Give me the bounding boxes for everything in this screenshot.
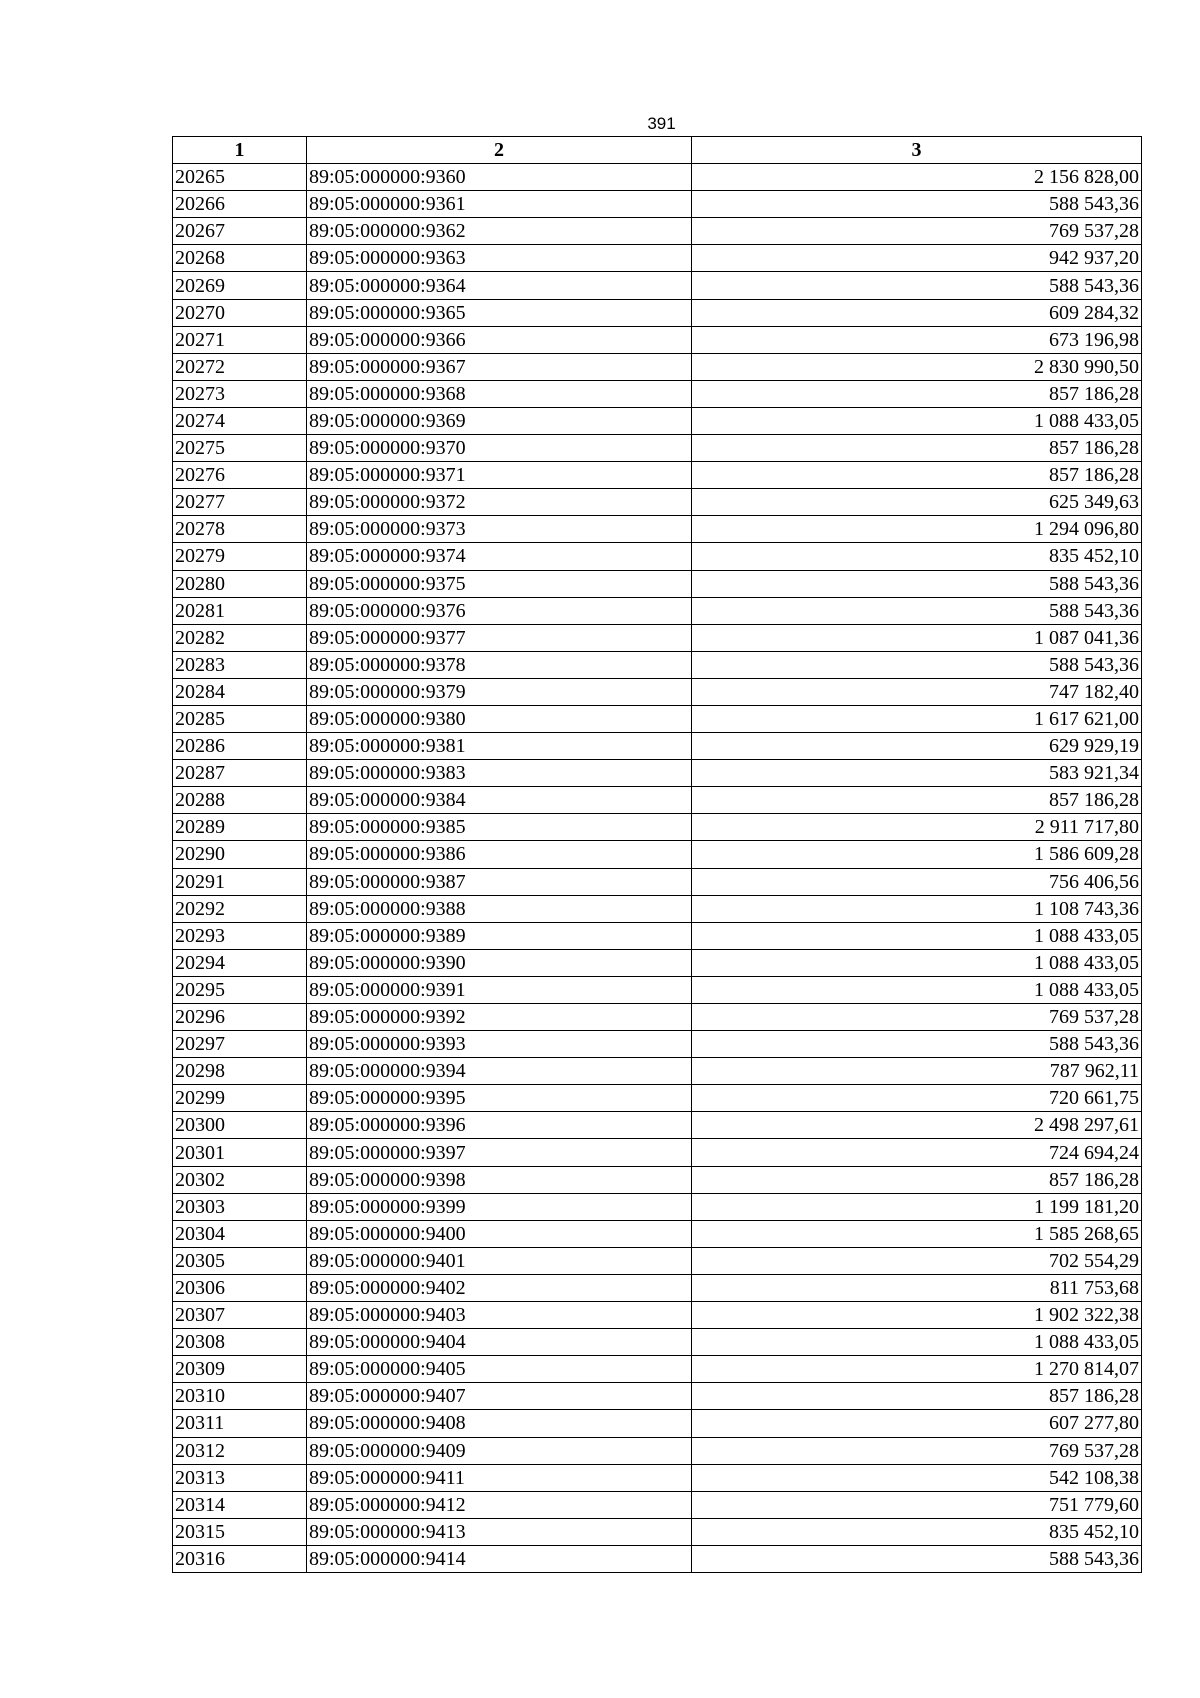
table-row: [173, 1112, 1142, 1139]
table-row: [173, 1058, 1142, 1085]
cadastral-number: 89:05:000000:9384: [307, 787, 692, 814]
row-number: 20286: [173, 733, 307, 760]
cadastral-value: 769 537,28: [692, 1004, 1142, 1031]
cadastral-value: 1 088 433,05: [692, 976, 1142, 1003]
cadastral-value: 1 088 433,05: [692, 949, 1142, 976]
cadastral-number: 89:05:000000:9376: [307, 597, 692, 624]
table-row: [173, 543, 1142, 570]
row-number: 20300: [173, 1112, 307, 1139]
cadastral-number: 89:05:000000:9400: [307, 1220, 692, 1247]
column-header-2: 2: [307, 137, 692, 164]
cadastral-number: 89:05:000000:9405: [307, 1356, 692, 1383]
row-number: 20266: [173, 191, 307, 218]
table-row: [173, 787, 1142, 814]
cadastral-value: 588 543,36: [692, 272, 1142, 299]
cadastral-number: 89:05:000000:9401: [307, 1247, 692, 1274]
table-row: [173, 1247, 1142, 1274]
cadastral-number: 89:05:000000:9390: [307, 949, 692, 976]
cadastral-value: 588 543,36: [692, 1545, 1142, 1572]
row-number: 20271: [173, 326, 307, 353]
table-row: [173, 1004, 1142, 1031]
table-row: [173, 353, 1142, 380]
cadastral-number: 89:05:000000:9363: [307, 245, 692, 272]
row-number: 20297: [173, 1031, 307, 1058]
row-number: 20268: [173, 245, 307, 272]
table-row: [173, 651, 1142, 678]
page-number: 391: [647, 114, 676, 133]
table-header-row: [173, 137, 1142, 164]
row-number: 20285: [173, 705, 307, 732]
cadastral-value: 2 911 717,80: [692, 814, 1142, 841]
cadastral-value: 1 088 433,05: [692, 1329, 1142, 1356]
cadastral-number: 89:05:000000:9364: [307, 272, 692, 299]
cadastral-number: 89:05:000000:9396: [307, 1112, 692, 1139]
row-number: 20283: [173, 651, 307, 678]
table-row: [173, 733, 1142, 760]
row-number: 20314: [173, 1491, 307, 1518]
cadastral-value-table: [172, 136, 1142, 1573]
row-number: 20281: [173, 597, 307, 624]
table-row: [173, 949, 1142, 976]
row-number: 20289: [173, 814, 307, 841]
table-row: [173, 435, 1142, 462]
cadastral-number: 89:05:000000:9380: [307, 705, 692, 732]
cadastral-value: 2 156 828,00: [692, 164, 1142, 191]
cadastral-number: 89:05:000000:9403: [307, 1302, 692, 1329]
cadastral-value: 769 537,28: [692, 1437, 1142, 1464]
cadastral-value: 835 452,10: [692, 543, 1142, 570]
row-number: 20308: [173, 1329, 307, 1356]
cadastral-value: 857 186,28: [692, 462, 1142, 489]
cadastral-value: 702 554,29: [692, 1247, 1142, 1274]
table-row: [173, 1274, 1142, 1301]
column-header-1: 1: [173, 137, 307, 164]
cadastral-number: 89:05:000000:9412: [307, 1491, 692, 1518]
cadastral-number: 89:05:000000:9378: [307, 651, 692, 678]
cadastral-number: 89:05:000000:9373: [307, 516, 692, 543]
row-number: 20302: [173, 1166, 307, 1193]
row-number: 20316: [173, 1545, 307, 1572]
cadastral-value: 1 087 041,36: [692, 624, 1142, 651]
cadastral-value: 787 962,11: [692, 1058, 1142, 1085]
cadastral-value: 673 196,98: [692, 326, 1142, 353]
cadastral-value: 629 929,19: [692, 733, 1142, 760]
table-row: [173, 380, 1142, 407]
cadastral-value: 588 543,36: [692, 1031, 1142, 1058]
cadastral-value: 607 277,80: [692, 1410, 1142, 1437]
cadastral-number: 89:05:000000:9395: [307, 1085, 692, 1112]
cadastral-number: 89:05:000000:9389: [307, 922, 692, 949]
table-row: [173, 1545, 1142, 1572]
cadastral-number: 89:05:000000:9397: [307, 1139, 692, 1166]
row-number: 20315: [173, 1518, 307, 1545]
table-row: [173, 489, 1142, 516]
row-number: 20280: [173, 570, 307, 597]
row-number: 20313: [173, 1464, 307, 1491]
cadastral-number: 89:05:000000:9366: [307, 326, 692, 353]
table-row: [173, 976, 1142, 1003]
cadastral-value: 857 186,28: [692, 787, 1142, 814]
table-row: [173, 814, 1142, 841]
cadastral-value: 857 186,28: [692, 1166, 1142, 1193]
row-number: 20299: [173, 1085, 307, 1112]
table-row: [173, 191, 1142, 218]
row-number: 20295: [173, 976, 307, 1003]
table-row: [173, 597, 1142, 624]
cadastral-value: 1 586 609,28: [692, 841, 1142, 868]
cadastral-number: 89:05:000000:9379: [307, 678, 692, 705]
table-row: [173, 760, 1142, 787]
cadastral-value: 588 543,36: [692, 597, 1142, 624]
table-row: [173, 245, 1142, 272]
table-row: [173, 1139, 1142, 1166]
cadastral-number: 89:05:000000:9375: [307, 570, 692, 597]
row-number: 20296: [173, 1004, 307, 1031]
cadastral-number: 89:05:000000:9365: [307, 299, 692, 326]
row-number: 20309: [173, 1356, 307, 1383]
row-number: 20282: [173, 624, 307, 651]
cadastral-value: 1 585 268,65: [692, 1220, 1142, 1247]
cadastral-number: 89:05:000000:9367: [307, 353, 692, 380]
cadastral-value: 857 186,28: [692, 435, 1142, 462]
row-number: 20274: [173, 407, 307, 434]
cadastral-number: 89:05:000000:9392: [307, 1004, 692, 1031]
table-row: [173, 705, 1142, 732]
row-number: 20301: [173, 1139, 307, 1166]
cadastral-value: 1 088 433,05: [692, 922, 1142, 949]
cadastral-number: 89:05:000000:9394: [307, 1058, 692, 1085]
cadastral-number: 89:05:000000:9404: [307, 1329, 692, 1356]
cadastral-number: 89:05:000000:9398: [307, 1166, 692, 1193]
row-number: 20284: [173, 678, 307, 705]
column-header-3: 3: [692, 137, 1142, 164]
row-number: 20275: [173, 435, 307, 462]
cadastral-number: 89:05:000000:9411: [307, 1464, 692, 1491]
cadastral-number: 89:05:000000:9381: [307, 733, 692, 760]
cadastral-number: 89:05:000000:9393: [307, 1031, 692, 1058]
table-row: [173, 272, 1142, 299]
table-row: [173, 1518, 1142, 1545]
row-number: 20312: [173, 1437, 307, 1464]
cadastral-value: 588 543,36: [692, 191, 1142, 218]
row-number: 20298: [173, 1058, 307, 1085]
table-row: [173, 895, 1142, 922]
row-number: 20303: [173, 1193, 307, 1220]
cadastral-number: 89:05:000000:9361: [307, 191, 692, 218]
cadastral-value: 1 902 322,38: [692, 1302, 1142, 1329]
cadastral-number: 89:05:000000:9388: [307, 895, 692, 922]
cadastral-value: 1 270 814,07: [692, 1356, 1142, 1383]
table-row: [173, 868, 1142, 895]
table-row: [173, 516, 1142, 543]
cadastral-value: 1 617 621,00: [692, 705, 1142, 732]
row-number: 20287: [173, 760, 307, 787]
cadastral-value: 756 406,56: [692, 868, 1142, 895]
table-row: [173, 922, 1142, 949]
table-row: [173, 299, 1142, 326]
cadastral-value: 857 186,28: [692, 380, 1142, 407]
row-number: 20304: [173, 1220, 307, 1247]
cadastral-number: 89:05:000000:9409: [307, 1437, 692, 1464]
table-row: [173, 218, 1142, 245]
cadastral-number: 89:05:000000:9370: [307, 435, 692, 462]
cadastral-value: 588 543,36: [692, 651, 1142, 678]
cadastral-value: 751 779,60: [692, 1491, 1142, 1518]
row-number: 20269: [173, 272, 307, 299]
cadastral-number: 89:05:000000:9399: [307, 1193, 692, 1220]
row-number: 20305: [173, 1247, 307, 1274]
cadastral-value: 625 349,63: [692, 489, 1142, 516]
table-row: [173, 1464, 1142, 1491]
cadastral-value: 583 921,34: [692, 760, 1142, 787]
table-row: [173, 462, 1142, 489]
cadastral-number: 89:05:000000:9360: [307, 164, 692, 191]
cadastral-number: 89:05:000000:9387: [307, 868, 692, 895]
table-row: [173, 1031, 1142, 1058]
table-body: [173, 164, 1142, 1573]
table-row: [173, 1356, 1142, 1383]
table-row: [173, 1491, 1142, 1518]
table-row: [173, 841, 1142, 868]
table-row: [173, 1085, 1142, 1112]
row-number: 20276: [173, 462, 307, 489]
row-number: 20272: [173, 353, 307, 380]
table-row: [173, 164, 1142, 191]
cadastral-number: 89:05:000000:9372: [307, 489, 692, 516]
row-number: 20270: [173, 299, 307, 326]
cadastral-value: 2 830 990,50: [692, 353, 1142, 380]
row-number: 20311: [173, 1410, 307, 1437]
table-row: [173, 678, 1142, 705]
cadastral-number: 89:05:000000:9402: [307, 1274, 692, 1301]
cadastral-value: 1 294 096,80: [692, 516, 1142, 543]
cadastral-value: 769 537,28: [692, 218, 1142, 245]
row-number: 20294: [173, 949, 307, 976]
table-row: [173, 1329, 1142, 1356]
row-number: 20278: [173, 516, 307, 543]
cadastral-value: 588 543,36: [692, 570, 1142, 597]
row-number: 20291: [173, 868, 307, 895]
cadastral-number: 89:05:000000:9408: [307, 1410, 692, 1437]
cadastral-value: 1 199 181,20: [692, 1193, 1142, 1220]
table-row: [173, 407, 1142, 434]
row-number: 20288: [173, 787, 307, 814]
table-row: [173, 326, 1142, 353]
cadastral-value: 609 284,32: [692, 299, 1142, 326]
cadastral-value: 747 182,40: [692, 678, 1142, 705]
cadastral-number: 89:05:000000:9362: [307, 218, 692, 245]
row-number: 20265: [173, 164, 307, 191]
cadastral-number: 89:05:000000:9374: [307, 543, 692, 570]
table-row: [173, 570, 1142, 597]
cadastral-value: 2 498 297,61: [692, 1112, 1142, 1139]
row-number: 20277: [173, 489, 307, 516]
cadastral-number: 89:05:000000:9385: [307, 814, 692, 841]
cadastral-value: 835 452,10: [692, 1518, 1142, 1545]
cadastral-value: 857 186,28: [692, 1383, 1142, 1410]
row-number: 20273: [173, 380, 307, 407]
cadastral-value: 542 108,38: [692, 1464, 1142, 1491]
table-row: [173, 1220, 1142, 1247]
table-row: [173, 624, 1142, 651]
table-row: [173, 1166, 1142, 1193]
row-number: 20292: [173, 895, 307, 922]
cadastral-number: 89:05:000000:9386: [307, 841, 692, 868]
cadastral-number: 89:05:000000:9414: [307, 1545, 692, 1572]
cadastral-number: 89:05:000000:9371: [307, 462, 692, 489]
row-number: 20293: [173, 922, 307, 949]
row-number: 20279: [173, 543, 307, 570]
table-row: [173, 1302, 1142, 1329]
cadastral-number: 89:05:000000:9369: [307, 407, 692, 434]
cadastral-value: 1 088 433,05: [692, 407, 1142, 434]
cadastral-value: 811 753,68: [692, 1274, 1142, 1301]
cadastral-number: 89:05:000000:9383: [307, 760, 692, 787]
row-number: 20307: [173, 1302, 307, 1329]
cadastral-number: 89:05:000000:9407: [307, 1383, 692, 1410]
table-row: [173, 1410, 1142, 1437]
table-row: [173, 1383, 1142, 1410]
cadastral-value: 724 694,24: [692, 1139, 1142, 1166]
row-number: 20290: [173, 841, 307, 868]
cadastral-value: 720 661,75: [692, 1085, 1142, 1112]
row-number: 20310: [173, 1383, 307, 1410]
table-row: [173, 1193, 1142, 1220]
cadastral-value: 1 108 743,36: [692, 895, 1142, 922]
cadastral-number: 89:05:000000:9368: [307, 380, 692, 407]
cadastral-value: 942 937,20: [692, 245, 1142, 272]
cadastral-number: 89:05:000000:9413: [307, 1518, 692, 1545]
cadastral-number: 89:05:000000:9391: [307, 976, 692, 1003]
row-number: 20267: [173, 218, 307, 245]
row-number: 20306: [173, 1274, 307, 1301]
cadastral-number: 89:05:000000:9377: [307, 624, 692, 651]
table-row: [173, 1437, 1142, 1464]
